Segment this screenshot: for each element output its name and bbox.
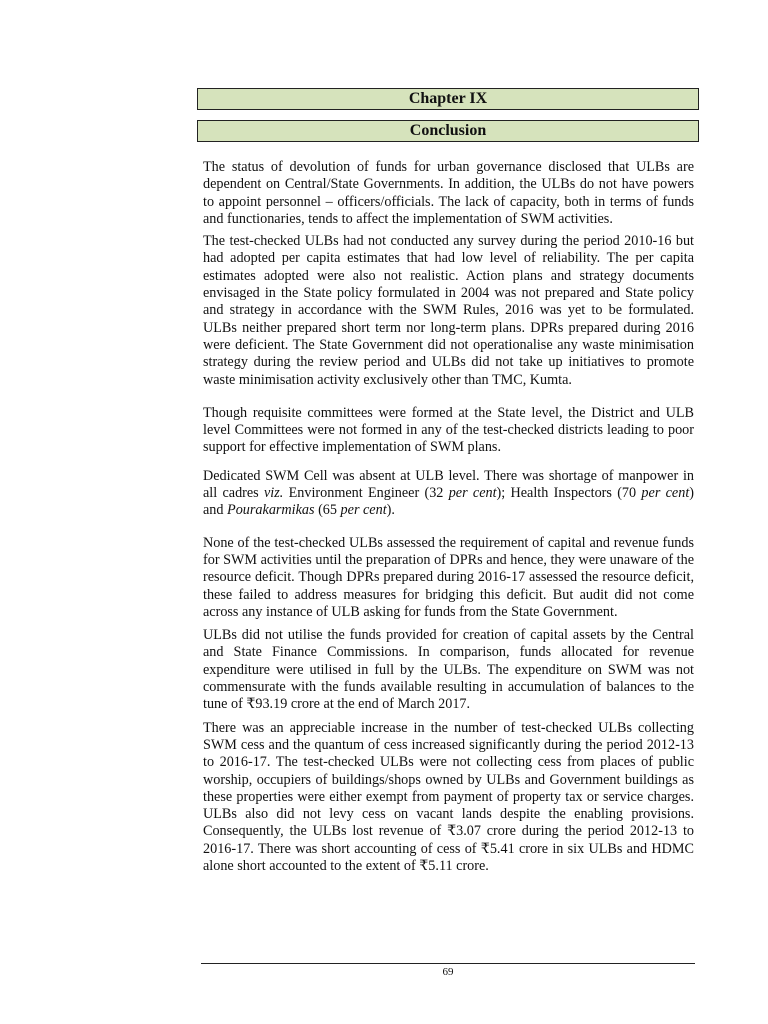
italic-term: viz. <box>264 485 284 502</box>
text-run: ) and <box>203 485 694 519</box>
text-run: There was an appreciable increase in the number of test-checked ULBs collecting SWM cess and the quantum of cess increased significantly during the period 2012-13 to 2016-17. The test-checked ULBs were not collecting cess from places of public worship, occupiers of buildings/shops owned by ULBs and Government buildings as these properties were either exempt from payment of property tax or service charges. ULBs also did not levy cess on vacant lands despite the enabling provisions. Consequently, the ULBs lost revenue of ₹3.07 crore during the period 2012-13 to 2016-17. There was short accounting of cess of ₹5.41 crore in six ULBs and HDMC alone short accounted to the extent of ₹5.11 crore. <box>203 719 694 874</box>
paragraph <box>203 535 694 621</box>
italic-term: Pourakarmikas <box>227 502 315 519</box>
text-run: (65 <box>314 502 341 519</box>
text-run: None of the test-checked ULBs assessed the requirement of capital and revenue funds for SWM activities until the preparation of DPRs and hence, they were unaware of the resource deficit. Though DPRs prepared during 2016-17 assessed the resource deficit, these failed to address measures for bridging this deficit. But audit did not come across any instance of ULB asking for funds from the State Government. <box>203 534 694 620</box>
italic-term: per cent <box>641 485 690 502</box>
text-run: The test-checked ULBs had not conducted any survey during the period 2010-16 but had adopted per capita estimates that had low level of reliability. The per capita estimates adopted were also not realistic. Action plans and strategy documents envisaged in the State policy formulated in 2004 was not prepared and State policy and strategy in accordance with the SWM Rules, 2016 was yet to be formulated. ULBs neither prepared short term nor long-term plans. DPRs prepared during 2016 were deficient. The State Government did not operationalise any waste minimisation strategy during the review period and ULBs did not take up initiatives to promote waste minimisation activity exclusively other than TMC, Kumta. <box>203 233 694 388</box>
text-run: ); Health Inspectors (70 <box>496 485 642 502</box>
chapter-heading <box>197 88 699 110</box>
paragraph <box>203 468 694 520</box>
footer-divider <box>201 963 695 964</box>
paragraph <box>203 159 694 228</box>
section-heading <box>197 120 699 142</box>
page-number: 69 <box>442 966 454 978</box>
text-run: Environment Engineer (32 <box>283 485 449 502</box>
paragraph <box>203 720 694 876</box>
paragraph <box>203 233 694 389</box>
text-run: ). <box>386 502 395 519</box>
italic-term: per cent <box>340 502 387 519</box>
body-text <box>203 159 694 875</box>
paragraph <box>203 627 694 713</box>
text-run: ULBs did not utilise the funds provided for creation of capital assets by the Central and State Finance Commissions. In comparison, funds allocated for revenue expenditure were utilised in full by the ULBs. The expenditure on SWM was not commensurate with the funds available resulting in accumulation of balances to the tune of ₹93.19 crore at the end of March 2017. <box>203 627 694 713</box>
chapter-label: Chapter IX <box>408 90 488 107</box>
section-title: Conclusion <box>409 122 487 139</box>
text-run: Dedicated SWM Cell was absent at ULB level. There was shortage of manpower in all cadres <box>203 467 694 502</box>
paragraph <box>203 405 694 457</box>
italic-term: per cent <box>448 485 497 502</box>
text-run: The status of devolution of funds for urban governance disclosed that ULBs are dependent on Central/State Governments. In addition, the ULBs do not have powers to appoint personnel – officers/officials. The lack of capacity, both in terms of funds and functionaries, tends to affect the implementation of SWM activities. <box>203 159 694 227</box>
text-run: Though requisite committees were formed at the State level, the District and ULB level Committees were not formed in any of the test-checked districts leading to poor support for effective implementation of SWM plans. <box>203 404 694 456</box>
